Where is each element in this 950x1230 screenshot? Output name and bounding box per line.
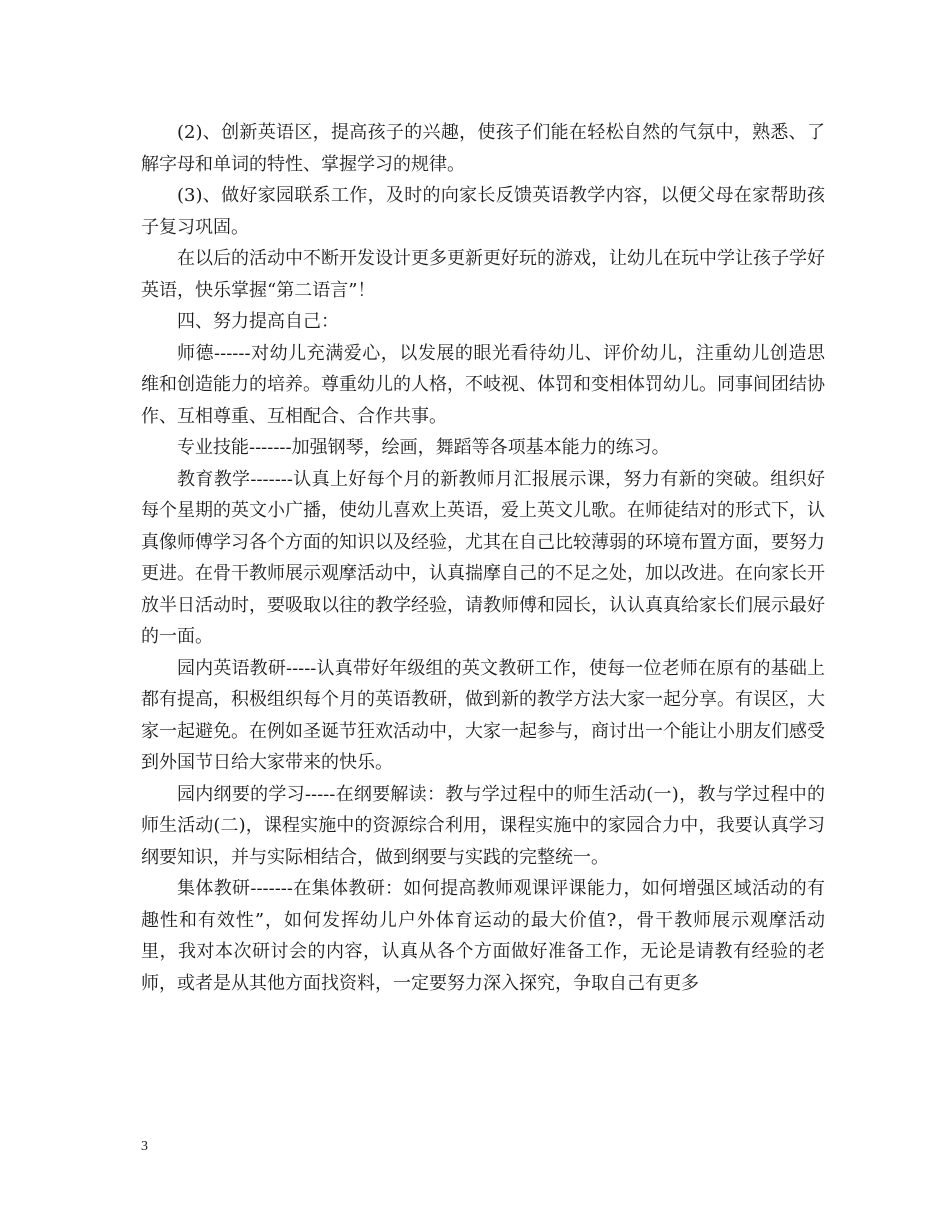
page-number: 3 (141, 1139, 148, 1154)
paragraph-outline-study: 园内纲要的学习-----在纲要解读：教与学过程中的师生活动(一)，教与学过程中的师生活动(二)，课程实施中的资源综合利用，课程实施中的家园合力中，我要认真学习纲要知识，并与实际相结合，做到纲要与实践的完整统一。 (141, 783, 825, 868)
paragraph-english-research: 园内英语教研-----认真带好年级组的英文教研工作，使每一位老师在原有的基础上都有提高，积极组织每个月的英语教研，做到新的教学方法大家一起分享。有误区，大家一起避免。在例如圣诞节狂欢活动中，大家一起参与，商讨出一个能让小朋友们感受到外国节日给大家带来的快乐。 (141, 657, 825, 773)
paragraph-education-teaching: 教育教学-------认真上好每个月的新教师月汇报展示课，努力有新的突破。组织好每个星期的英文小广播，使幼儿喜欢上英语，爱上英文儿歌。在师徒结对的形式下，认真像师傅学习各个方面的知识以及经验，尤其在自己比较薄弱的环境布置方面，要努力更进。在骨干教师展示观摩活动中，认真揣摩自己的不足之处，加以改进。在向家长开放半日活动时，要吸取以往的教学经验，请教师傅和园长，认认真真给家长们展示最好的一面。 (141, 468, 825, 647)
paragraph-2: (3)、做好家园联系工作，及时的向家长反馈英语教学内容，以便父母在家帮助孩子复习巩固。 (141, 185, 825, 238)
section-heading: 四、努力提高自己： (177, 311, 339, 332)
paragraph-group-research: 集体教研-------在集体教研：如何提高教师观课评课能力，如何增强区域活动的有趣性和有效性”，如何发挥幼儿户外体育运动的最大价值?，骨干教师展示观摩活动里，我对本次研讨会的内容，认真从各个方面做好准备工作，无论是请教有经验的老师，或者是从其他方面找资料，一定要努力深入探究，争取自己有更多 (141, 878, 825, 994)
paragraph-teacher-ethics: 师德------对幼儿充满爱心，以发展的眼光看待幼儿、评价幼儿，注重幼儿创造思维和创造能力的培养。尊重幼儿的人格，不岐视、体罚和变相体罚幼儿。同事间团结协作、互相尊重、互相配合、合作共事。 (141, 342, 825, 427)
paragraph-1: (2)、创新英语区，提高孩子的兴趣，使孩子们能在轻松自然的气氛中，熟悉、了解字母和单词的特性、掌握学习的规律。 (141, 122, 825, 175)
document-body (141, 117, 825, 999)
paragraph-professional-skills: 专业技能-------加强钢琴，绘画，舞蹈等各项基本能力的练习。 (177, 437, 670, 458)
paragraph-3: 在以后的活动中不断开发设计更多更新更好玩的游戏，让幼儿在玩中学让孩子学好英语，快乐掌握“第二语言”！ (141, 248, 825, 301)
